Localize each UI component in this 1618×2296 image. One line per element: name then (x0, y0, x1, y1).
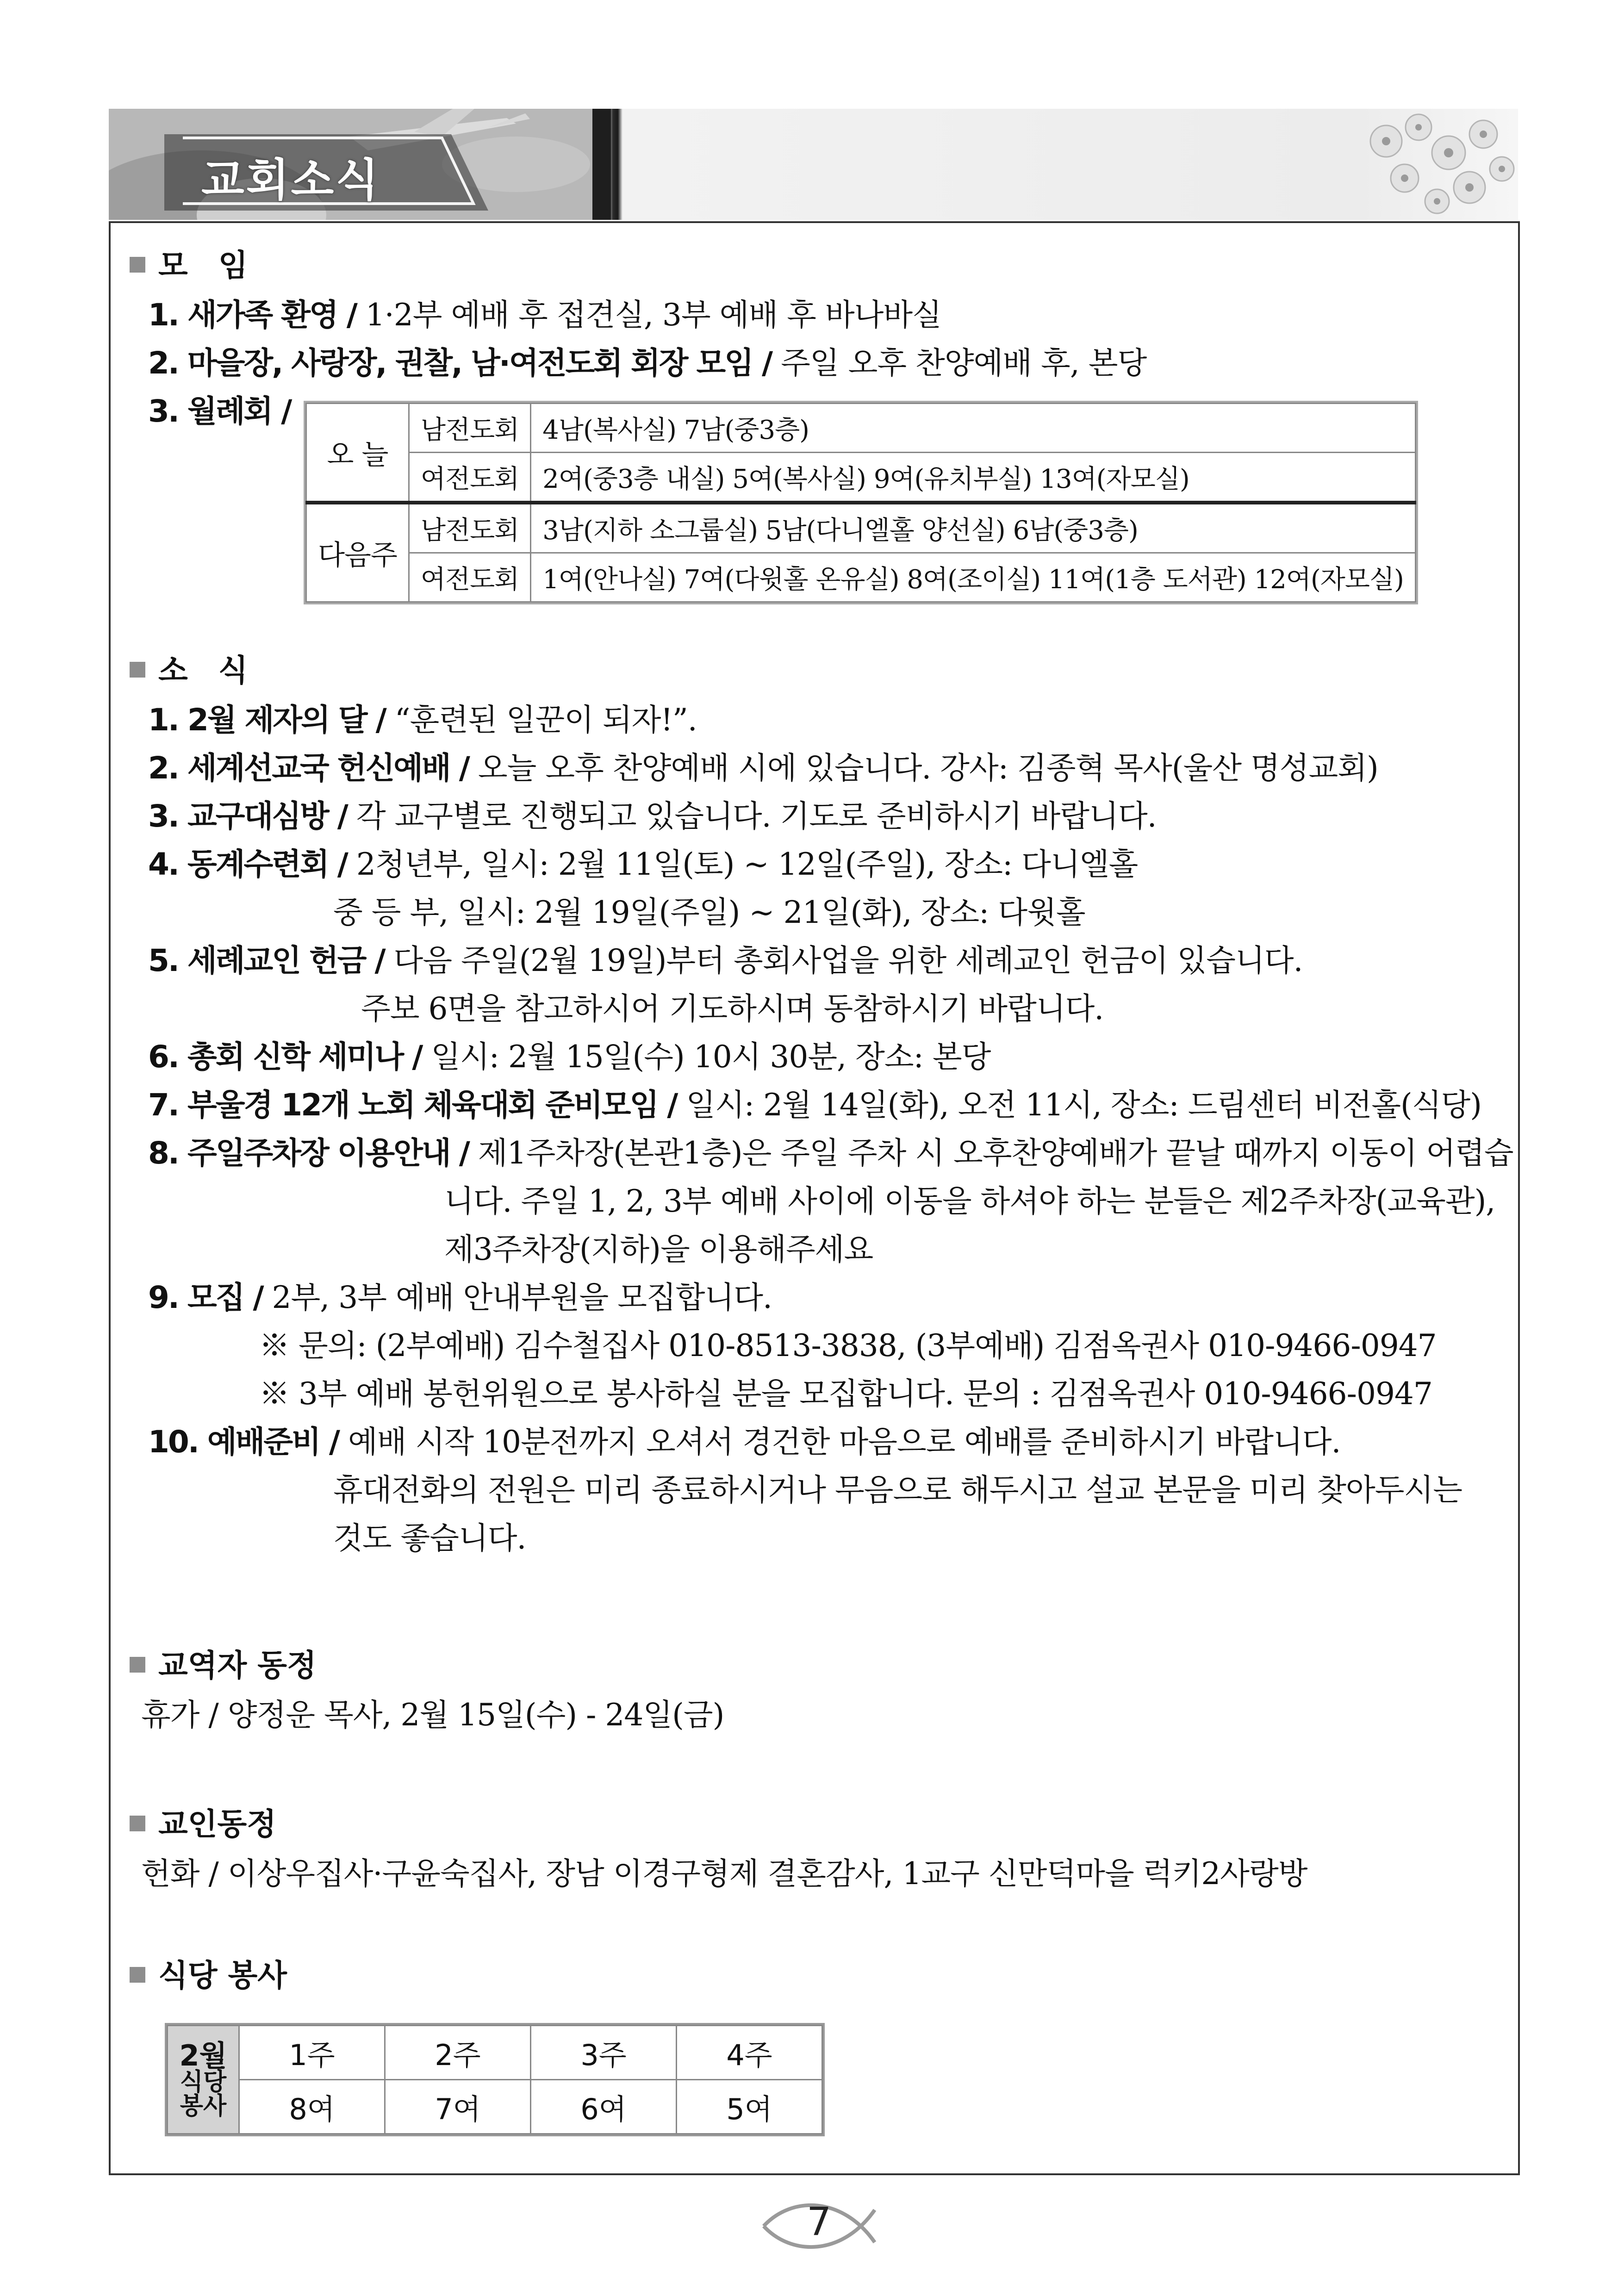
news-line (148, 798, 1157, 834)
news-line-text: 2청년부, 일시: 2월 11일(토) ~ 12일(주일), 장소: 다니엘홀 (347, 846, 1138, 882)
page-number-badge (759, 2196, 884, 2256)
news-line-label: 4. 동계수련회 / (148, 846, 347, 882)
bullet-square-icon (130, 257, 145, 273)
news-line (148, 1282, 772, 1313)
news-line-text: 오늘 오후 찬양예배 시에 있습니다. 강사: 김종혁 목사(울산 명성교회) (468, 750, 1378, 786)
table-row (168, 2080, 822, 2134)
group-cell: 5여 (677, 2080, 822, 2134)
table-row (306, 503, 1416, 553)
news-line (148, 1039, 991, 1075)
news-line-text: 휴대전화의 전원은 미리 종료하시거나 무음으로 해두시고 설교 본문을 미리 찾아두시는 (333, 1472, 1462, 1508)
group-cell: 다음주 (306, 503, 409, 602)
cafeteria-label-line: 식당 (180, 2068, 227, 2096)
banner-divider (592, 109, 611, 220)
meeting-item-label: 2. 마을장, 사랑장, 권찰, 남·여전도회 회장 모임 / (148, 345, 772, 381)
members-heading-text: 교인동정 (158, 1806, 277, 1842)
cafeteria-month: 2월 (179, 2038, 227, 2072)
table-row (168, 2026, 822, 2080)
news-line-label: 9. 모집 / (148, 1280, 263, 1315)
cafeteria-table (167, 2025, 823, 2134)
news-line (259, 1376, 1432, 1412)
news-line-label: 3. 교구대심방 / (148, 798, 347, 834)
bullet-square-icon (130, 1967, 145, 1983)
news-line-text: 일시: 2월 15일(수) 10시 30분, 장소: 본당 (422, 1039, 991, 1075)
kind-cell: 여전도회 (409, 453, 530, 503)
week-header-cell: 1주 (239, 2026, 385, 2080)
detail-cell: 4남(복사실) 7남(중3층) (531, 404, 1416, 453)
news-line (148, 750, 1378, 786)
news-line-text: “훈련된 일꾼이 되자!”. (385, 702, 697, 738)
section-heading-news (130, 646, 248, 690)
news-line (259, 1328, 1437, 1363)
bullet-square-icon (130, 1657, 145, 1673)
meeting-item-label: 1. 새가족 환영 / (148, 297, 356, 333)
group-cell: 7여 (385, 2080, 531, 2134)
cafeteria-label (168, 2026, 239, 2134)
news-line (148, 846, 1138, 882)
meeting-item-text: 주일 오후 찬양예배 후, 본당 (772, 345, 1147, 381)
detail-cell: 1여(안나실) 7여(다윗홀 온유실) 8여(조이실) 11여(1층 도서관) 12여(자모실) (531, 553, 1416, 602)
ministers-text: 휴가 / 양정운 목사, 2월 15일(수) - 24일(금) (141, 1697, 724, 1733)
group-cell: 오 늘 (306, 404, 409, 503)
table-row (306, 553, 1416, 602)
group-cell: 6여 (531, 2080, 677, 2134)
news-line-label: 2. 세계선교국 헌신예배 / (148, 750, 469, 786)
news-line (444, 1183, 1495, 1219)
news-line-text: 것도 좋습니다. (333, 1520, 526, 1556)
page-number: 7 (807, 2199, 832, 2244)
news-line-label: 8. 주일주차장 이용안내 / (148, 1135, 469, 1171)
news-heading-text: 소 식 (158, 653, 248, 688)
news-line-text: 2부, 3부 예배 안내부원을 모집합니다. (262, 1280, 772, 1315)
meeting-item-label: 3. 월례회 / (148, 393, 291, 429)
flower-decoration-icon (1354, 109, 1518, 220)
monthly-meeting-table (305, 403, 1416, 603)
news-line (333, 1472, 1462, 1508)
kind-cell: 여전도회 (409, 553, 530, 602)
section-heading-cafeteria (130, 1951, 287, 1995)
section-heading-members (130, 1799, 276, 1843)
news-line-text: 중 등 부, 일시: 2월 19일(주일) ~ 21일(화), 장소: 다윗홀 (333, 895, 1085, 930)
news-line (148, 702, 697, 738)
news-line-label: 1. 2월 제자의 달 / (148, 702, 386, 738)
news-line-label: 7. 부울경 12개 노회 체육대회 준비모임 / (148, 1087, 677, 1123)
news-line-text: 일시: 2월 14일(화), 오전 11시, 장소: 드림센터 비전홀(식당) (677, 1087, 1481, 1123)
news-line-label: 6. 총회 신학 세미나 / (148, 1039, 422, 1075)
news-line (444, 1234, 873, 1265)
ministers-heading-text: 교역자 동정 (158, 1648, 317, 1683)
news-line (148, 1135, 1513, 1171)
news-line-text: ※ 3부 예배 봉헌위원으로 봉사하실 분을 모집합니다. 문의 : 김점옥권사 010-9466-0947 (259, 1376, 1432, 1412)
bullet-square-icon (130, 1816, 145, 1831)
detail-cell: 2여(중3층 내실) 5여(복사실) 9여(유치부실) 13여(자모실) (531, 453, 1416, 503)
section-heading-meetings (130, 241, 248, 285)
week-header-cell: 2주 (385, 2026, 531, 2080)
meeting-item (148, 297, 941, 333)
kind-cell: 남전도회 (409, 503, 530, 553)
members-text: 헌화 / 이상우집사·구윤숙집사, 장남 이경구형제 결혼감사, 1교구 신만덕마을 럭키2사랑방 (141, 1856, 1307, 1892)
news-line (148, 1087, 1481, 1123)
news-line (148, 943, 1303, 978)
group-cell: 8여 (239, 2080, 385, 2134)
cafeteria-heading-text: 식당 봉사 (158, 1958, 287, 1993)
page-title: 교회소식 (201, 154, 380, 206)
cafeteria-label-line: 봉사 (180, 2092, 227, 2120)
meeting-item (148, 393, 291, 429)
table-row (306, 404, 1416, 453)
news-line-label: 5. 세례교인 헌금 / (148, 943, 385, 978)
detail-cell: 3남(지하 소그룹실) 5남(다니엘홀 양선실) 6남(중3층) (531, 503, 1416, 553)
news-line-text: 제3주차장(지하)을 이용해주세요 (444, 1232, 873, 1267)
news-line-text: ※ 문의: (2부예배) 김수철집사 010-8513-3838, (3부예배) 김점옥권사 010-9466-0947 (259, 1328, 1437, 1363)
news-line-text: 각 교구별로 진행되고 있습니다. 기도로 준비하시기 바랍니다. (347, 798, 1157, 834)
news-line-label: 10. 예배준비 / (148, 1424, 339, 1460)
week-header-cell: 4주 (677, 2026, 822, 2080)
meeting-item (148, 345, 1147, 381)
news-line-text: 제1주차장(본관1층)은 주일 주차 시 오후찬양예배가 끝날 때까지 이동이 어렵습 (468, 1135, 1513, 1171)
week-header-cell: 3주 (531, 2026, 677, 2080)
news-line-text: 다음 주일(2월 19일)부터 총회사업을 위한 세례교인 헌금이 있습니다. (384, 943, 1303, 978)
news-line (148, 1424, 1341, 1460)
kind-cell: 남전도회 (409, 404, 530, 453)
news-line-text: 니다. 주일 1, 2, 3부 예배 사이에 이동을 하셔야 하는 분들은 제2주차장(교육관), (444, 1183, 1495, 1219)
table-row (306, 453, 1416, 503)
cafeteria-table-wrap (167, 2025, 823, 2134)
news-line-text: 주보 6면을 참고하시어 기도하시며 동참하시기 바랍니다. (361, 991, 1104, 1027)
news-line (333, 1520, 526, 1556)
bullet-square-icon (130, 662, 145, 678)
news-line-text: 예배 시작 10분전까지 오셔서 경건한 마음으로 예배를 준비하시기 바랍니다. (339, 1424, 1341, 1460)
news-line (361, 991, 1104, 1027)
section-heading-ministers (130, 1641, 317, 1685)
news-line (333, 897, 1085, 928)
meetings-heading-text: 모 임 (158, 248, 248, 283)
meeting-item-text: 1·2부 예배 후 접견실, 3부 예배 후 바나바실 (356, 297, 941, 333)
header-banner (109, 109, 1518, 220)
